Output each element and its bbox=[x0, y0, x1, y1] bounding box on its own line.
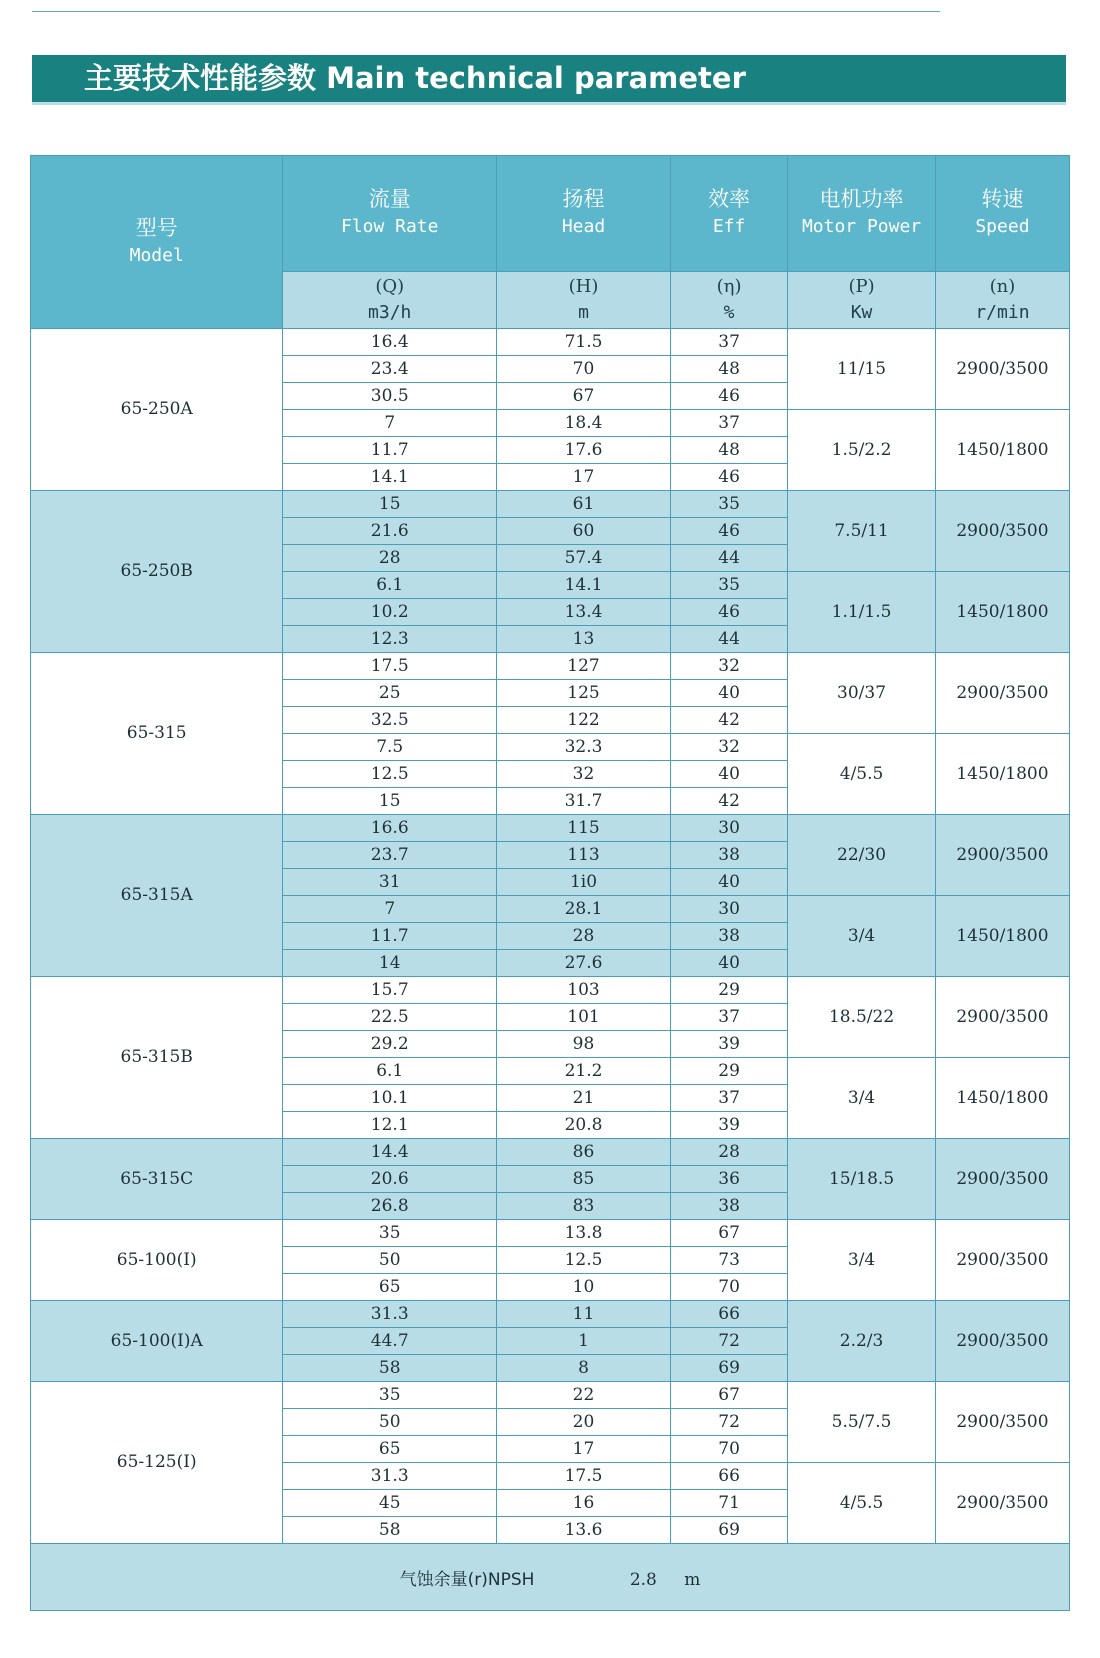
flow-cell: 21.6 bbox=[283, 518, 497, 545]
speed-cell: 2900/3500 bbox=[935, 1301, 1069, 1382]
power-unit-header bbox=[788, 271, 936, 328]
power-cell: 4/5.5 bbox=[788, 1463, 936, 1544]
eff-cell: 36 bbox=[670, 1166, 787, 1193]
head-cell: 86 bbox=[497, 1139, 671, 1166]
eff-cell: 35 bbox=[670, 491, 787, 518]
head-cell: 14.1 bbox=[497, 572, 671, 599]
head-cell: 20.8 bbox=[497, 1112, 671, 1139]
flow-cell: 7 bbox=[283, 896, 497, 923]
head-cell: 17 bbox=[497, 464, 671, 491]
flow-cell: 44.7 bbox=[283, 1328, 497, 1355]
eff-cell: 48 bbox=[670, 356, 787, 383]
eff-cell: 46 bbox=[670, 464, 787, 491]
flow-cell: 25 bbox=[283, 680, 497, 707]
flow-header-en: Flow Rate bbox=[340, 216, 439, 238]
eff-cell: 44 bbox=[670, 545, 787, 572]
flow-cell: 14.1 bbox=[283, 464, 497, 491]
flow-cell: 16.4 bbox=[283, 329, 497, 356]
npsh-value: 2.8 bbox=[629, 1569, 657, 1590]
power-cell: 15/18.5 bbox=[788, 1139, 936, 1220]
model-cell: 65-315C bbox=[31, 1139, 283, 1220]
eff-cell: 29 bbox=[670, 977, 787, 1004]
model-cell: 65-315B bbox=[31, 977, 283, 1139]
head-cell: 17.5 bbox=[497, 1463, 671, 1490]
eff-cell: 30 bbox=[670, 896, 787, 923]
flow-cell: 45 bbox=[283, 1490, 497, 1517]
head-cell: 21 bbox=[497, 1085, 671, 1112]
model-block bbox=[31, 815, 1070, 977]
flow-cell: 15 bbox=[283, 491, 497, 518]
speed-header-en: Speed bbox=[975, 216, 1030, 238]
table-row bbox=[31, 977, 1070, 1004]
eff-cell: 40 bbox=[670, 950, 787, 977]
speed-cell: 1450/1800 bbox=[935, 1058, 1069, 1139]
head-unit: m bbox=[578, 301, 589, 323]
power-cell: 3/4 bbox=[788, 1058, 936, 1139]
model-cell: 65-315A bbox=[31, 815, 283, 977]
model-header-zh: 型号 bbox=[135, 216, 178, 240]
eff-cell: 29 bbox=[670, 1058, 787, 1085]
flow-cell: 31.3 bbox=[283, 1301, 497, 1328]
eff-cell: 37 bbox=[670, 329, 787, 356]
eff-cell: 72 bbox=[670, 1328, 787, 1355]
eff-cell: 69 bbox=[670, 1355, 787, 1382]
speed-cell: 2900/3500 bbox=[935, 491, 1069, 572]
speed-header bbox=[935, 156, 1069, 272]
head-cell: 85 bbox=[497, 1166, 671, 1193]
eff-cell: 71 bbox=[670, 1490, 787, 1517]
table-row bbox=[31, 1382, 1070, 1409]
head-header-zh: 扬程 bbox=[562, 187, 605, 212]
table-header bbox=[31, 156, 1070, 329]
eff-cell: 38 bbox=[670, 923, 787, 950]
speed-cell: 2900/3500 bbox=[935, 1382, 1069, 1463]
model-block bbox=[31, 1220, 1070, 1301]
table-row bbox=[31, 815, 1070, 842]
flow-cell: 6.1 bbox=[283, 1058, 497, 1085]
flow-symbol: (Q) bbox=[375, 275, 405, 297]
flow-cell: 15.7 bbox=[283, 977, 497, 1004]
model-cell: 65-100(I) bbox=[31, 1220, 283, 1301]
eff-cell: 40 bbox=[670, 680, 787, 707]
head-cell: 11 bbox=[497, 1301, 671, 1328]
power-cell: 1.5/2.2 bbox=[788, 410, 936, 491]
head-cell: 13.8 bbox=[497, 1220, 671, 1247]
eff-cell: 32 bbox=[670, 653, 787, 680]
eff-header-en: Eff bbox=[712, 216, 746, 238]
speed-symbol: (n) bbox=[989, 275, 1016, 297]
head-cell: 98 bbox=[497, 1031, 671, 1058]
model-block bbox=[31, 329, 1070, 491]
model-header bbox=[31, 156, 283, 329]
head-cell: 12.5 bbox=[497, 1247, 671, 1274]
head-cell: 1 bbox=[497, 1328, 671, 1355]
flow-cell: 16.6 bbox=[283, 815, 497, 842]
power-cell: 5.5/7.5 bbox=[788, 1382, 936, 1463]
speed-cell: 1450/1800 bbox=[935, 734, 1069, 815]
flow-cell: 7.5 bbox=[283, 734, 497, 761]
flow-cell: 31 bbox=[283, 869, 497, 896]
flow-unit-header bbox=[283, 271, 497, 328]
table-row bbox=[31, 329, 1070, 356]
model-block bbox=[31, 1139, 1070, 1220]
npsh-unit: m bbox=[684, 1569, 701, 1590]
speed-header-zh: 转速 bbox=[981, 187, 1024, 212]
head-cell: 13.6 bbox=[497, 1517, 671, 1544]
flow-cell: 10.1 bbox=[283, 1085, 497, 1112]
flow-cell: 29.2 bbox=[283, 1031, 497, 1058]
power-cell: 2.2/3 bbox=[788, 1301, 936, 1382]
flow-cell: 35 bbox=[283, 1382, 497, 1409]
model-block bbox=[31, 977, 1070, 1139]
eff-cell: 37 bbox=[670, 1004, 787, 1031]
table-row bbox=[31, 1301, 1070, 1328]
head-cell: 22 bbox=[497, 1382, 671, 1409]
head-cell: 31.7 bbox=[497, 788, 671, 815]
head-cell: 57.4 bbox=[497, 545, 671, 572]
flow-cell: 12.3 bbox=[283, 626, 497, 653]
eff-cell: 46 bbox=[670, 518, 787, 545]
flow-cell: 10.2 bbox=[283, 599, 497, 626]
eff-cell: 66 bbox=[670, 1301, 787, 1328]
eff-cell: 37 bbox=[670, 1085, 787, 1112]
head-cell: 27.6 bbox=[497, 950, 671, 977]
head-cell: 127 bbox=[497, 653, 671, 680]
npsh-label: 气蚀余量(r)NPSH bbox=[399, 1569, 535, 1590]
flow-cell: 14 bbox=[283, 950, 497, 977]
model-cell: 65-315 bbox=[31, 653, 283, 815]
eff-unit: % bbox=[723, 301, 735, 323]
head-cell: 61 bbox=[497, 491, 671, 518]
head-header-en: Head bbox=[561, 216, 606, 238]
flow-cell: 14.4 bbox=[283, 1139, 497, 1166]
flow-cell: 58 bbox=[283, 1517, 497, 1544]
table-row bbox=[31, 1220, 1070, 1247]
eff-cell: 38 bbox=[670, 1193, 787, 1220]
power-cell: 11/15 bbox=[788, 329, 936, 410]
speed-cell: 2900/3500 bbox=[935, 815, 1069, 896]
flow-cell: 12.5 bbox=[283, 761, 497, 788]
eff-header bbox=[670, 156, 787, 272]
head-cell: 28.1 bbox=[497, 896, 671, 923]
flow-cell: 31.3 bbox=[283, 1463, 497, 1490]
eff-cell: 46 bbox=[670, 599, 787, 626]
eff-cell: 67 bbox=[670, 1382, 787, 1409]
head-cell: 28 bbox=[497, 923, 671, 950]
eff-cell: 39 bbox=[670, 1031, 787, 1058]
power-cell: 3/4 bbox=[788, 1220, 936, 1301]
speed-cell: 1450/1800 bbox=[935, 572, 1069, 653]
head-cell: 8 bbox=[497, 1355, 671, 1382]
eff-cell: 39 bbox=[670, 1112, 787, 1139]
eff-cell: 67 bbox=[670, 1220, 787, 1247]
eff-cell: 72 bbox=[670, 1409, 787, 1436]
power-cell: 4/5.5 bbox=[788, 734, 936, 815]
speed-cell: 2900/3500 bbox=[935, 1139, 1069, 1220]
head-cell: 16 bbox=[497, 1490, 671, 1517]
model-header-en: Model bbox=[129, 245, 184, 266]
eff-cell: 73 bbox=[670, 1247, 787, 1274]
head-cell: 17 bbox=[497, 1436, 671, 1463]
speed-cell: 2900/3500 bbox=[935, 1220, 1069, 1301]
flow-cell: 65 bbox=[283, 1436, 497, 1463]
head-cell: 32.3 bbox=[497, 734, 671, 761]
flow-header bbox=[283, 156, 497, 272]
flow-cell: 20.6 bbox=[283, 1166, 497, 1193]
eff-unit-header bbox=[670, 271, 787, 328]
flow-cell: 23.4 bbox=[283, 356, 497, 383]
table-row bbox=[31, 653, 1070, 680]
eff-cell: 44 bbox=[670, 626, 787, 653]
eff-cell: 30 bbox=[670, 815, 787, 842]
flow-cell: 26.8 bbox=[283, 1193, 497, 1220]
speed-unit-header bbox=[935, 271, 1069, 328]
power-header bbox=[788, 156, 936, 272]
head-cell: 103 bbox=[497, 977, 671, 1004]
eff-cell: 38 bbox=[670, 842, 787, 869]
parameter-table bbox=[30, 155, 1070, 1611]
head-symbol: (H) bbox=[568, 275, 599, 297]
flow-cell: 6.1 bbox=[283, 572, 497, 599]
flow-unit: m3/h bbox=[368, 301, 412, 323]
eff-cell: 42 bbox=[670, 788, 787, 815]
flow-cell: 35 bbox=[283, 1220, 497, 1247]
model-cell: 65-100(I)A bbox=[31, 1301, 283, 1382]
power-cell: 22/30 bbox=[788, 815, 936, 896]
power-cell: 1.1/1.5 bbox=[788, 572, 936, 653]
flow-cell: 28 bbox=[283, 545, 497, 572]
eff-cell: 35 bbox=[670, 572, 787, 599]
head-cell: 21.2 bbox=[497, 1058, 671, 1085]
power-header-zh: 电机功率 bbox=[819, 187, 904, 212]
flow-cell: 65 bbox=[283, 1274, 497, 1301]
flow-cell: 23.7 bbox=[283, 842, 497, 869]
eff-cell: 37 bbox=[670, 410, 787, 437]
speed-cell: 2900/3500 bbox=[935, 329, 1069, 410]
model-cell: 65-125(I) bbox=[31, 1382, 283, 1544]
flow-cell: 11.7 bbox=[283, 923, 497, 950]
eff-cell: 48 bbox=[670, 437, 787, 464]
model-block bbox=[31, 1301, 1070, 1382]
head-cell: 32 bbox=[497, 761, 671, 788]
head-unit-header bbox=[497, 271, 671, 328]
head-cell: 71.5 bbox=[497, 329, 671, 356]
flow-cell: 11.7 bbox=[283, 437, 497, 464]
head-cell: 67 bbox=[497, 383, 671, 410]
flow-cell: 12.1 bbox=[283, 1112, 497, 1139]
flow-cell: 22.5 bbox=[283, 1004, 497, 1031]
table-row bbox=[31, 491, 1070, 518]
model-cell: 65-250A bbox=[31, 329, 283, 491]
head-cell: 10 bbox=[497, 1274, 671, 1301]
speed-unit: r/min bbox=[975, 301, 1030, 323]
flow-cell: 32.5 bbox=[283, 707, 497, 734]
head-cell: 1i0 bbox=[497, 869, 671, 896]
head-cell: 70 bbox=[497, 356, 671, 383]
head-cell: 60 bbox=[497, 518, 671, 545]
flow-cell: 50 bbox=[283, 1247, 497, 1274]
speed-cell: 1450/1800 bbox=[935, 410, 1069, 491]
flow-header-zh: 流量 bbox=[368, 187, 411, 212]
eff-cell: 46 bbox=[670, 383, 787, 410]
speed-cell: 1450/1800 bbox=[935, 896, 1069, 977]
head-header bbox=[497, 156, 671, 272]
eff-cell: 40 bbox=[670, 869, 787, 896]
flow-cell: 30.5 bbox=[283, 383, 497, 410]
title-banner bbox=[32, 55, 1066, 105]
model-block bbox=[31, 491, 1070, 653]
npsh-footer bbox=[31, 1544, 1070, 1611]
page-title: 主要技术性能参数 Main technical parameter bbox=[84, 61, 746, 95]
head-cell: 18.4 bbox=[497, 410, 671, 437]
speed-cell: 2900/3500 bbox=[935, 1463, 1069, 1544]
eff-symbol: (η) bbox=[716, 275, 742, 297]
head-cell: 13 bbox=[497, 626, 671, 653]
head-cell: 13.4 bbox=[497, 599, 671, 626]
head-cell: 101 bbox=[497, 1004, 671, 1031]
head-cell: 20 bbox=[497, 1409, 671, 1436]
model-block bbox=[31, 653, 1070, 815]
eff-cell: 66 bbox=[670, 1463, 787, 1490]
eff-cell: 40 bbox=[670, 761, 787, 788]
head-cell: 115 bbox=[497, 815, 671, 842]
power-header-en: Motor Power bbox=[801, 216, 922, 238]
flow-cell: 7 bbox=[283, 410, 497, 437]
flow-cell: 50 bbox=[283, 1409, 497, 1436]
top-divider-line bbox=[32, 11, 940, 12]
power-cell: 30/37 bbox=[788, 653, 936, 734]
power-symbol: (P) bbox=[848, 275, 875, 297]
head-cell: 17.6 bbox=[497, 437, 671, 464]
flow-cell: 17.5 bbox=[283, 653, 497, 680]
head-cell: 113 bbox=[497, 842, 671, 869]
eff-cell: 42 bbox=[670, 707, 787, 734]
head-cell: 83 bbox=[497, 1193, 671, 1220]
head-cell: 122 bbox=[497, 707, 671, 734]
power-unit: Kw bbox=[850, 301, 873, 323]
power-cell: 3/4 bbox=[788, 896, 936, 977]
flow-cell: 58 bbox=[283, 1355, 497, 1382]
flow-cell: 15 bbox=[283, 788, 497, 815]
table-row bbox=[31, 1139, 1070, 1166]
head-cell: 125 bbox=[497, 680, 671, 707]
speed-cell: 2900/3500 bbox=[935, 977, 1069, 1058]
eff-cell: 69 bbox=[670, 1517, 787, 1544]
power-cell: 18.5/22 bbox=[788, 977, 936, 1058]
speed-cell: 2900/3500 bbox=[935, 653, 1069, 734]
eff-header-zh: 效率 bbox=[708, 187, 751, 212]
eff-cell: 32 bbox=[670, 734, 787, 761]
power-cell: 7.5/11 bbox=[788, 491, 936, 572]
model-block bbox=[31, 1382, 1070, 1544]
model-cell: 65-250B bbox=[31, 491, 283, 653]
eff-cell: 28 bbox=[670, 1139, 787, 1166]
eff-cell: 70 bbox=[670, 1436, 787, 1463]
eff-cell: 70 bbox=[670, 1274, 787, 1301]
